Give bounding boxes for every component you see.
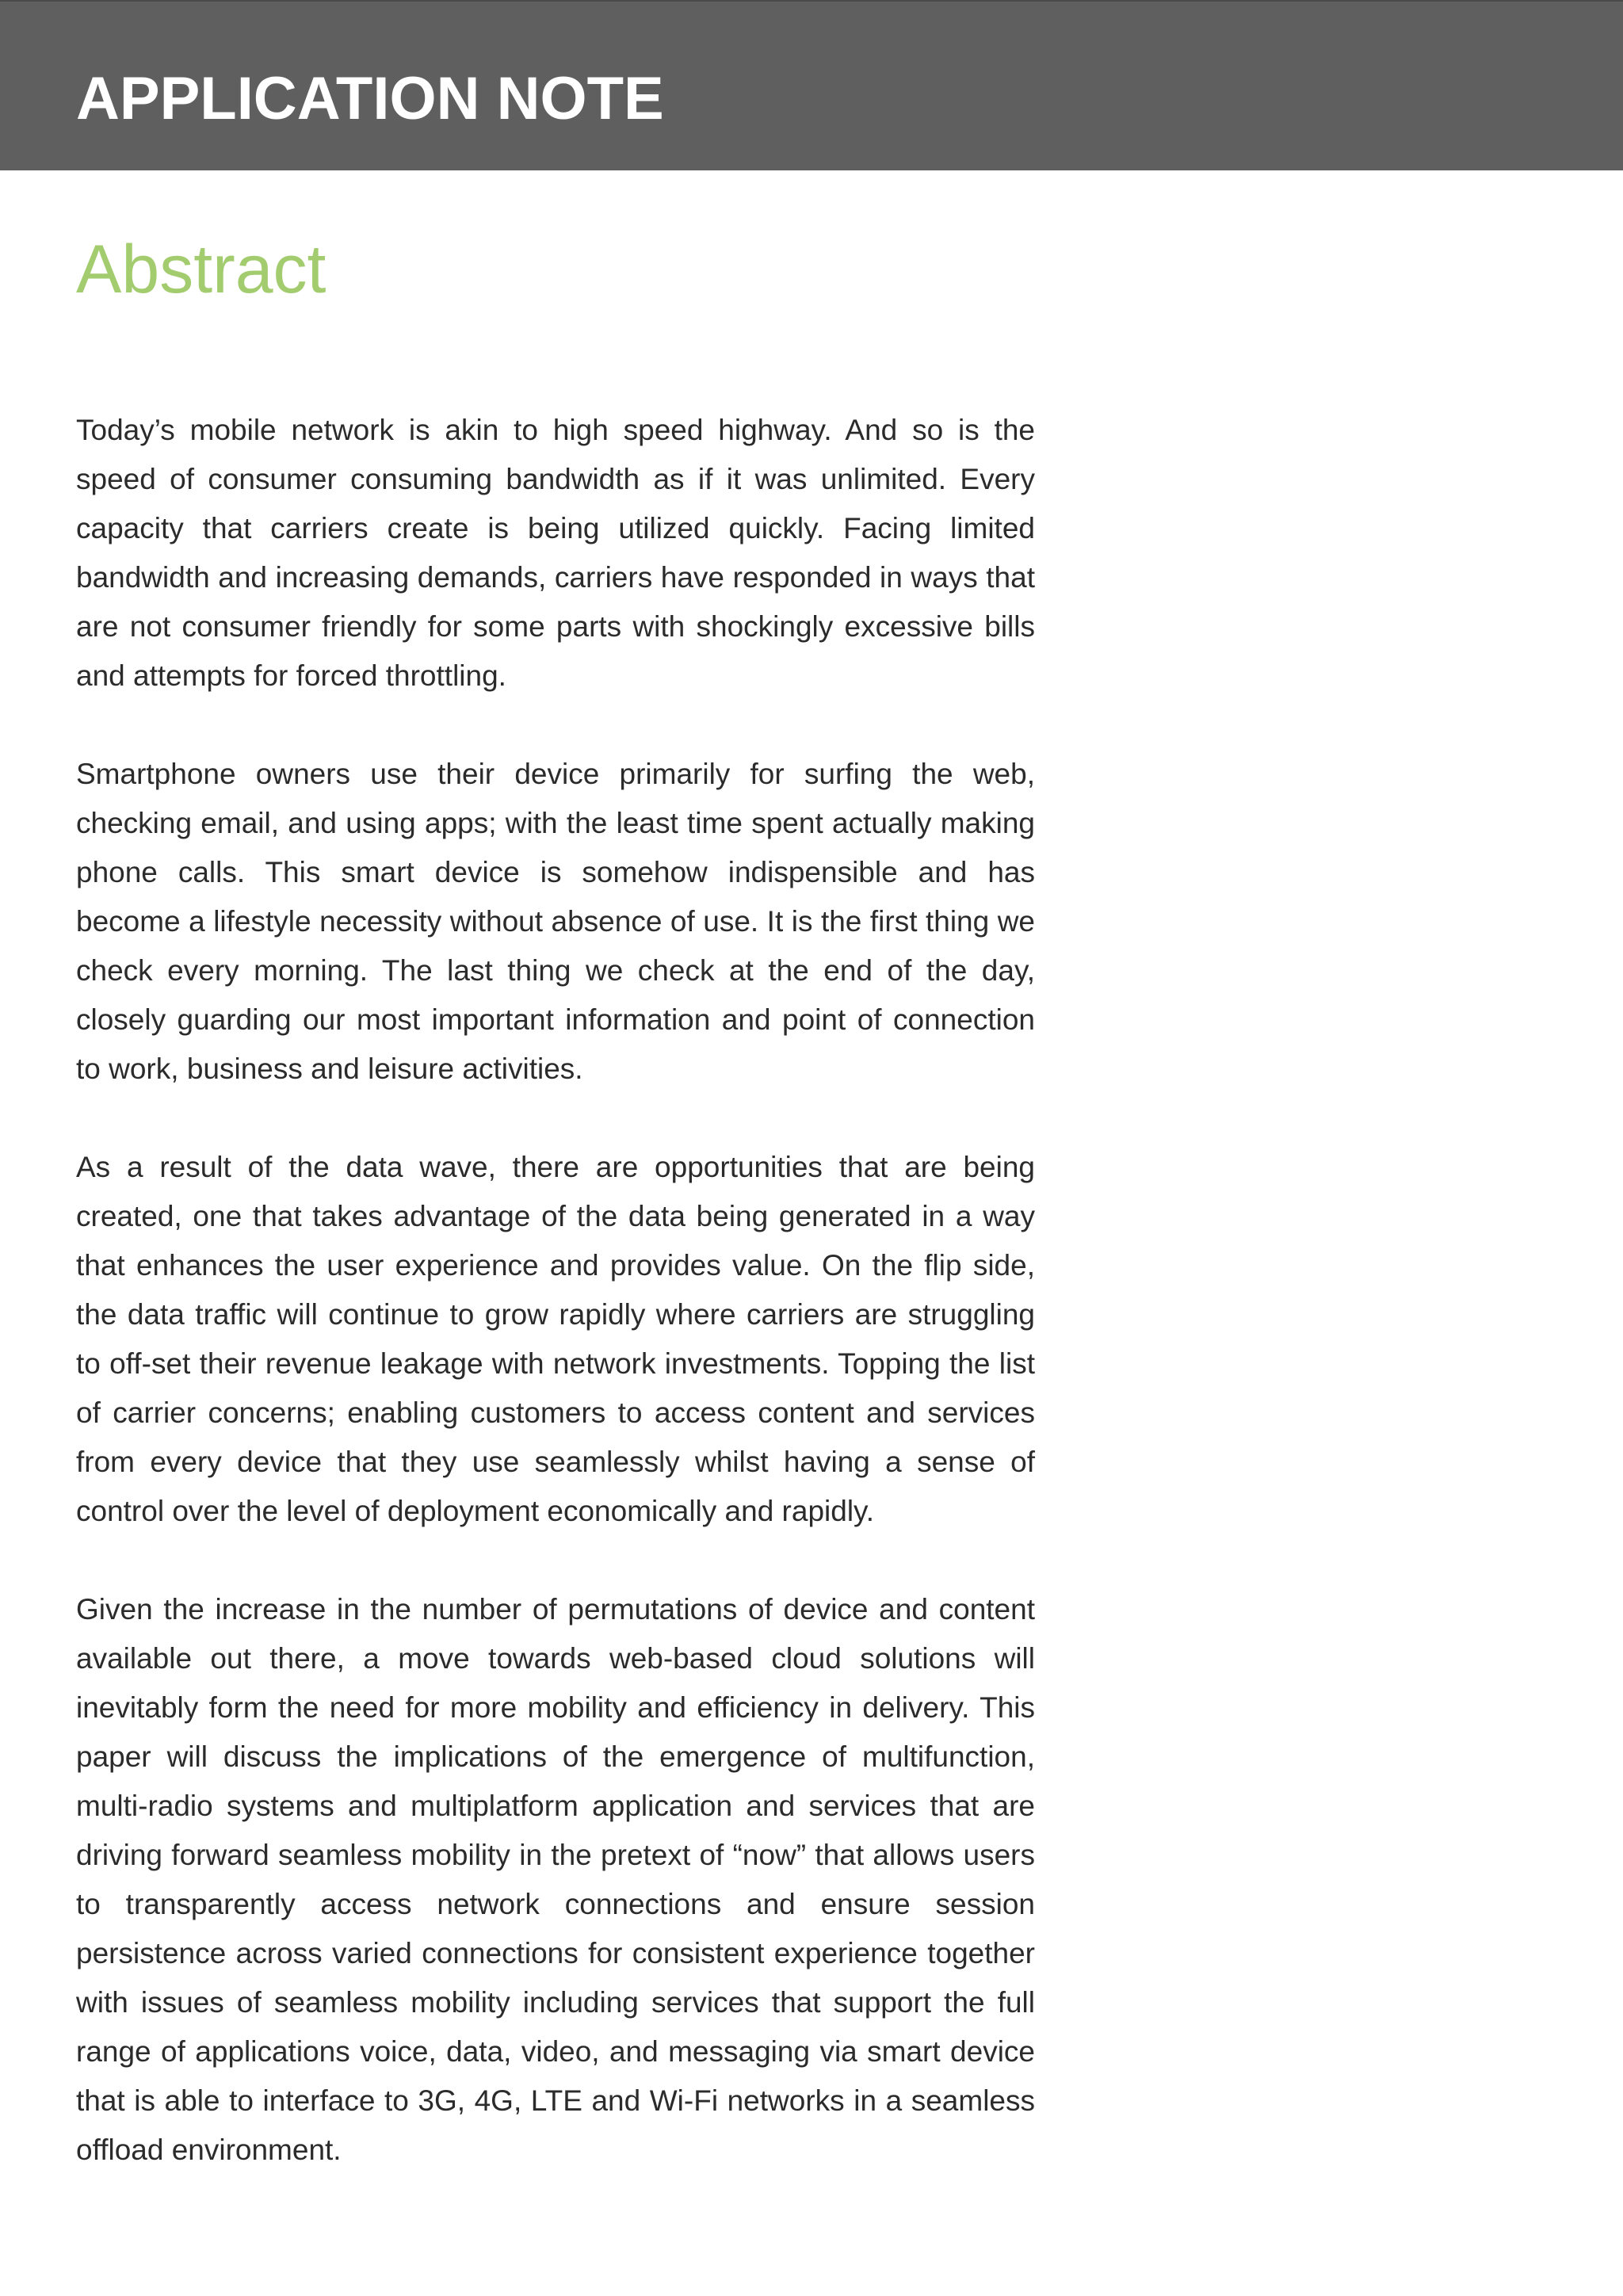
section-title: Abstract <box>76 231 327 308</box>
paragraph-2: Smartphone owners use their device primarily for surfing the web, checking email, and using apps; with the least time spent actually making phone calls. This smart device is somehow indispensible and has become a lifestyle necessity without absence of use. It is the first thing we check every morning. The last thing we check at the end of the day, closely guarding our most important information and point of connection to work, business and leisure activities. <box>76 758 1035 1085</box>
paragraph-4: Given the increase in the number of permutations of device and content available out there, a move towards web-based cloud solutions will inevitably form the need for more mobility and efficiency in delivery. This paper will discuss the implications of the emergence of multifunction, multi-radio systems and multiplatform application and services that are driving forward seamless mobility in the pretext of “now” that allows users to transparently access network connections and ensure session persistence across varied connections for consistent experience together with issues of seamless mobility including services that support the full range of applications voice, data, video, and messaging via smart device that is able to interface to 3G, 4G, LTE and Wi-Fi networks in a seamless offload environment. <box>76 1593 1035 2166</box>
document-type-title: APPLICATION NOTE <box>76 65 664 132</box>
paragraph-3: As a result of the data wave, there are opportunities that are being created, one that takes advantage of the data being generated in a way that enhances the user experience and provides value. On the flip side, the data traffic will continue to grow rapidly where carriers are struggling to off-set their revenue leakage with network investments. Topping the list of carrier concerns; enabling customers to access content and services from every device that they use seamlessly whilst having a sense of control over the level of deployment economically and rapidly. <box>76 1151 1035 1527</box>
paragraph-1: Today’s mobile network is akin to high speed highway. And so is the speed of consumer consuming bandwidth as if it was unlimited. Every capacity that carriers create is being utilized quickly. Facing limited bandwidth and increasing demands, carriers have responded in ways that are not consumer friendly for some parts with shockingly excessive bills and attempts for forced throttling. <box>76 414 1035 692</box>
abstract-body <box>76 406 1035 2224</box>
header-band <box>0 0 1623 170</box>
